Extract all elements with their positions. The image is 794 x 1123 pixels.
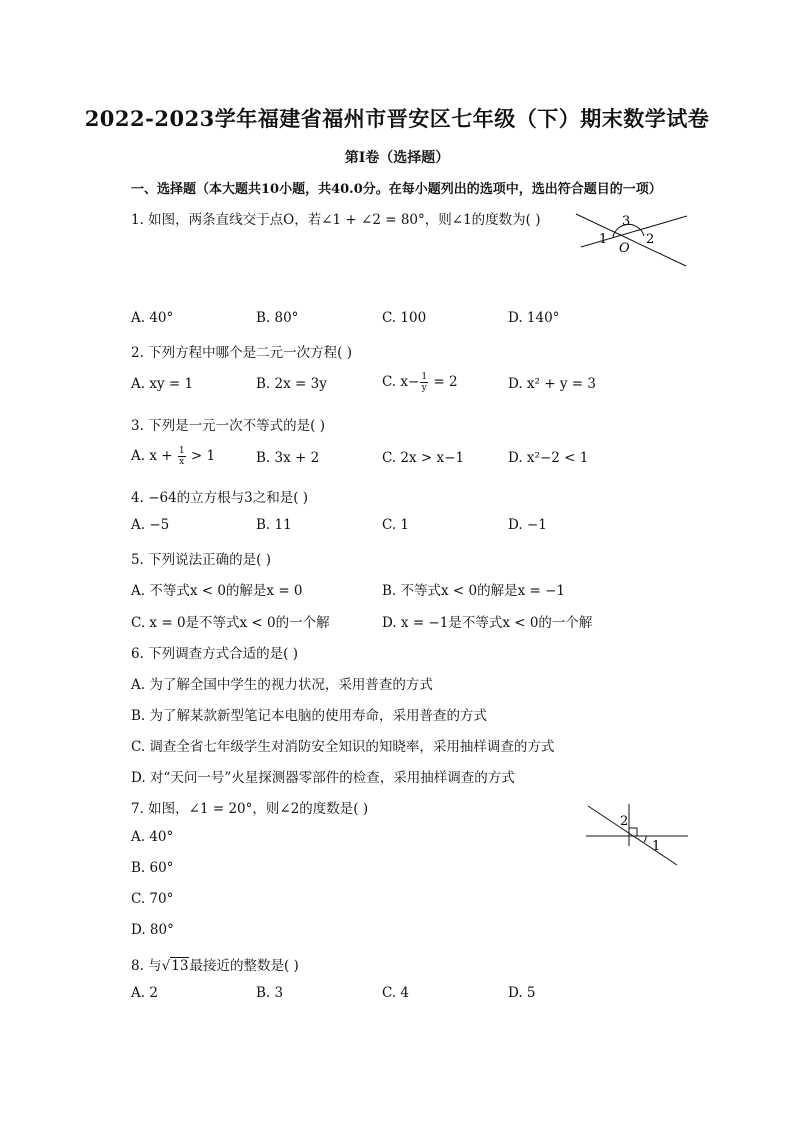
- q2-option-c-suffix: = 2: [429, 374, 458, 390]
- q7-option-b: B. 60°: [131, 860, 174, 876]
- q1-option-d: D. 140°: [508, 310, 560, 326]
- q3-option-d: D. x²−2 < 1: [508, 450, 589, 466]
- q6-option-c: C. 调查全省七年级学生对消防安全知识的知晓率，采用抽样调查的方式: [131, 739, 555, 755]
- q7-perpendicular-lines-figure: [584, 800, 692, 870]
- q4-option-d: D. −1: [508, 517, 547, 533]
- q1-intersecting-lines-figure: [570, 206, 694, 272]
- q8-stem-prefix: 8. 与: [131, 958, 162, 974]
- q1-angle-2-label: 2: [646, 232, 655, 247]
- q3-option-a-suffix: > 1: [186, 448, 216, 464]
- q3-option-a: [131, 446, 215, 467]
- q1-angle-3-label: 3: [622, 214, 631, 229]
- q5-option-a: A. 不等式x < 0的解是x = 0: [131, 583, 303, 599]
- q2-option-c-denominator: y: [421, 383, 427, 393]
- q4-option-b: B. 11: [256, 517, 292, 533]
- q2-option-c-numerator: 1: [421, 372, 428, 382]
- question-8-stem: [131, 954, 299, 974]
- section-heading: 一、选择题（本大题共10小题，共40.0分。在每小题列出的选项中，选出符合题目的一项）: [131, 182, 662, 197]
- q8-option-a: A. 2: [131, 985, 158, 1001]
- q2-option-c: [382, 372, 458, 393]
- q3-option-b: B. 3x + 2: [256, 450, 320, 466]
- question-7-stem: 7. 如图，∠1 = 20°，则∠2的度数是( ): [131, 801, 369, 817]
- q7-option-c: C. 70°: [131, 891, 174, 907]
- q1-angle-1-label: 1: [599, 232, 608, 247]
- radical-sign-icon: √: [161, 958, 171, 974]
- q8-option-d: D. 5: [508, 985, 536, 1001]
- q3-option-a-prefix: A. x +: [131, 448, 177, 464]
- question-5-stem: 5. 下列说法正确的是( ): [131, 552, 271, 568]
- q2-option-d: D. x² + y = 3: [508, 376, 596, 392]
- q1-option-c: C. 100: [382, 310, 427, 326]
- q3-option-a-fraction: [178, 446, 186, 467]
- q8-option-b: B. 3: [256, 985, 284, 1001]
- q1-option-a: A. 40°: [131, 310, 174, 326]
- question-6-stem: 6. 下列调查方式合适的是( ): [131, 646, 298, 662]
- q8-stem-suffix: 最接近的整数是( ): [189, 958, 299, 974]
- q6-option-b: B. 为了解某款新型笔记本电脑的使用寿命，采用普查的方式: [131, 708, 488, 724]
- q7-angle-1-label: 1: [652, 839, 661, 854]
- q5-option-b: B. 不等式x < 0的解是x = −1: [382, 583, 566, 599]
- q8-option-c: C. 4: [382, 985, 410, 1001]
- q2-option-b: B. 2x = 3y: [256, 376, 327, 392]
- q1-point-o-label: O: [619, 241, 630, 256]
- q4-option-a: A. −5: [131, 517, 170, 533]
- q2-option-a: A. xy = 1: [131, 376, 194, 392]
- question-2-stem: 2. 下列方程中哪个是二元一次方程( ): [131, 345, 352, 361]
- q7-angle-2-label: 2: [620, 814, 629, 829]
- q5-option-d: D. x = −1是不等式x < 0的一个解: [382, 615, 593, 631]
- question-1-stem: 1. 如图，两条直线交于点O，若∠1 + ∠2 = 80°，则∠1的度数为( ): [131, 212, 541, 228]
- q4-option-c: C. 1: [382, 517, 410, 533]
- q3-option-a-denominator: x: [179, 457, 185, 467]
- exam-title: 2022-2023学年福建省福州市晋安区七年级（下）期末数学试卷: [84, 106, 710, 131]
- q2-option-c-fraction: [420, 372, 428, 393]
- volume-subtitle: 第I卷（选择题）: [344, 150, 450, 166]
- q5-option-c: C. x = 0是不等式x < 0的一个解: [131, 615, 330, 631]
- q2-option-c-prefix: C. x−: [382, 374, 420, 390]
- q6-option-a: A. 为了解全国中学生的视力状况，采用普查的方式: [131, 677, 433, 693]
- q7-option-a: A. 40°: [131, 829, 174, 845]
- q6-option-d: D. 对“天问一号”火星探测器零部件的检查，采用抽样调查的方式: [131, 770, 515, 786]
- q1-option-b: B. 80°: [256, 310, 299, 326]
- q3-option-a-numerator: 1: [178, 446, 185, 456]
- q8-radicand: 13: [171, 958, 189, 974]
- q7-option-d: D. 80°: [131, 922, 174, 938]
- question-3-stem: 3. 下列是一元一次不等式的是( ): [131, 418, 325, 434]
- q3-option-c: C. 2x > x−1: [382, 450, 465, 466]
- question-4-stem: 4. −64的立方根与3之和是( ): [131, 490, 309, 506]
